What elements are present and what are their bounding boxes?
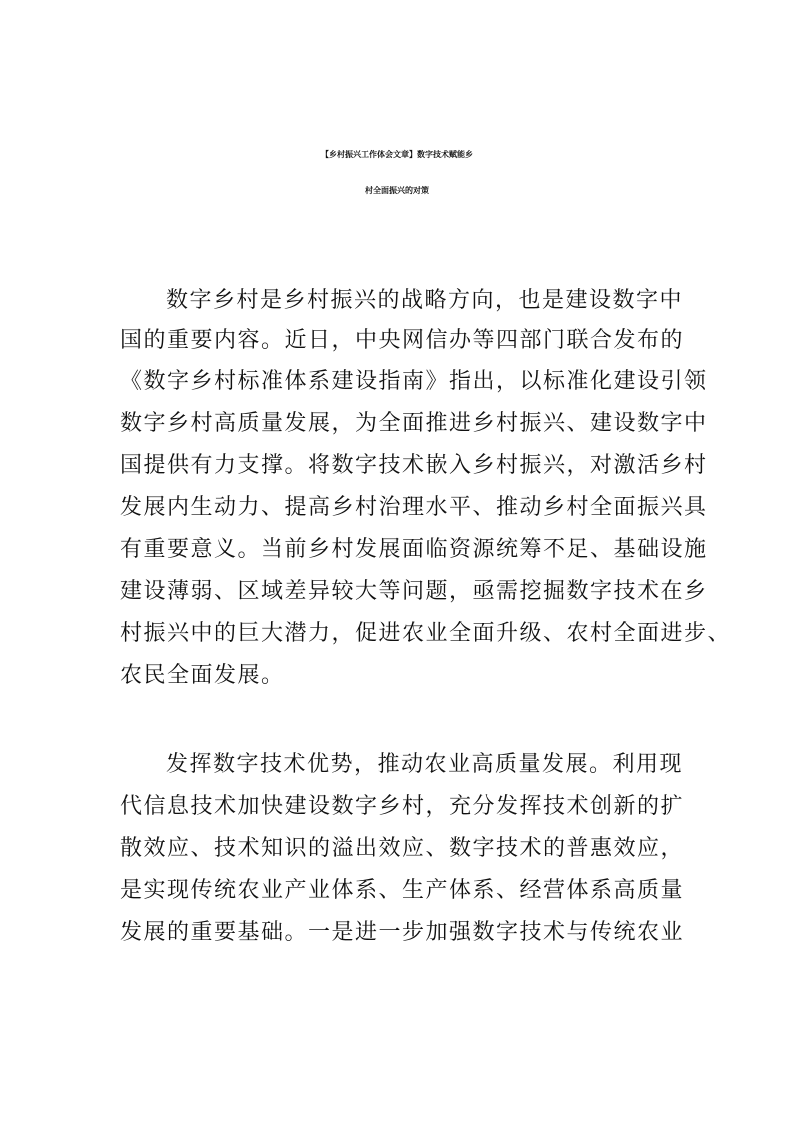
paragraph-line: 有重要意义。当前乡村发展面临资源统筹不足、基础设施 [120,537,708,562]
document-title-line-1: 【乡村振兴工作体会文章】数字技术赋能乡 [321,150,473,159]
paragraph-line: 《数字乡村标准体系建设指南》指出，以标准化建设引领 [120,369,708,394]
paragraph-line: 发展内生动力、提高乡村治理水平、推动乡村全面振兴具 [120,495,708,520]
document-title-line-2: 村全面振兴的对策 [365,186,429,195]
paragraph-line: 村振兴中的巨大潜力，促进农业全面升级、农村全面进步、 [120,621,732,646]
paragraph-line: 建设薄弱、区域差异较大等问题，亟需挖掘数字技术在乡 [120,579,708,604]
paragraph-line: 国提供有力支撑。将数字技术嵌入乡村振兴，对激活乡村 [120,453,708,478]
paragraph-line: 农民全面发展。 [120,663,285,688]
paragraph-line: 发挥数字技术优势，推动农业高质量发展。利用现 [166,752,684,777]
paragraph-line: 散效应、技术知识的溢出效应、数字技术的普惠效应， [120,836,685,861]
paragraph-line: 代信息技术加快建设数字乡村，充分发挥技术创新的扩 [120,794,685,819]
paragraph-line: 数字乡村是乡村振兴的战略方向，也是建设数字中 [166,288,684,313]
paragraph-line: 国的重要内容。近日，中央网信办等四部门联合发布的 [120,328,685,353]
paragraph-line: 数字乡村高质量发展，为全面推进乡村振兴、建设数字中 [120,411,708,436]
paragraph-line: 发展的重要基础。一是进一步加强数字技术与传统农业 [120,920,685,945]
paragraph-line: 是实现传统农业产业体系、生产体系、经营体系高质量 [120,878,685,903]
